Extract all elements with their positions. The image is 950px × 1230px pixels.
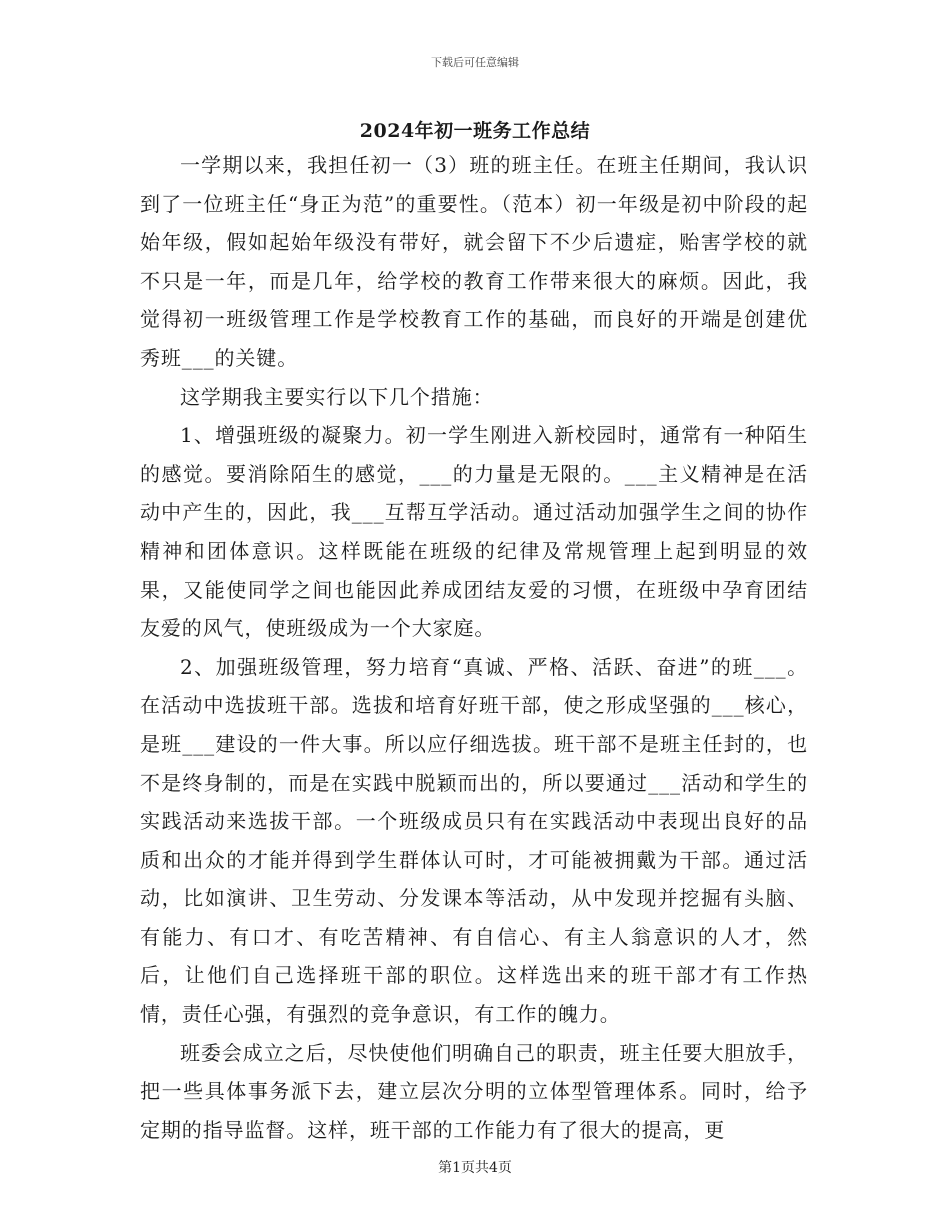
document-title: 2024年初一班务工作总结	[359, 120, 591, 142]
header-note: 下载后可任意编辑	[431, 56, 519, 69]
paragraph-measures-lead: 这学期我主要实行以下几个措施：	[180, 384, 494, 409]
paragraph-measure-2: 2、加强班级管理，努力培育“真诚、严格、活跃、奋进”的班___。在活动中选拔班干部。选拔和培育好班干部，使之形成坚强的___核心，是班___建设的一件大事。所以应仔细选拔。班干部不是班主任封的，也不是终身制的，而是在实践中脱颖而出的，所以要通过___活动和学生的实践活动来选拔干部。一个班级成员只有在实践活动中表现出良好的品质和出众的才能并得到学生群体认可时，才可能被拥戴为干部。通过活动，比如演讲、卫生劳动、分发课本等活动，从中发现并挖掘有头脑、有能力、有口才、有吃苦精神、有自信心、有主人翁意识的人才，然后，让他们自己选择班干部的职位。这样选出来的班干部才有工作热情，责任心强，有强烈的竞争意识，有工作的魄力。	[140, 654, 808, 1027]
page-indicator: 第1页共4页	[438, 1160, 512, 1176]
document-body	[140, 146, 808, 1149]
paragraph-class-committee: 班委会成立之后，尽快使他们明确自己的职责，班主任要大胆放手，把一些具体事务派下去，建立层次分明的立体型管理体系。同时，给予定期的指导监督。这样，班干部的工作能力有了很大的提高，更	[140, 1040, 808, 1142]
paragraph-intro: 一学期以来，我担任初一（3）班的班主任。在班主任期间，我认识到了一位班主任“身正为范”的重要性。（范本）初一年级是初中阶段的起始年级，假如起始年级没有带好，就会留下不少后遗症，贻害学校的就不只是一年，而是几年，给学校的教育工作带来很大的麻烦。因此，我觉得初一班级管理工作是学校教育工作的基础，而良好的开端是创建优秀班___的关键。	[140, 153, 808, 370]
paragraph-measure-1: 1、增强班级的凝聚力。初一学生刚进入新校园时，通常有一种陌生的感觉。要消除陌生的感觉，___的力量是无限的。___主义精神是在活动中产生的，因此，我___互帮互学活动。通过活动加强学生之间的协作精神和团体意识。这样既能在班级的纪律及常规管理上起到明显的效果，又能使同学之间也能因此养成团结友爱的习惯，在班级中孕育团结友爱的风气，使班级成为一个大家庭。	[140, 423, 808, 641]
